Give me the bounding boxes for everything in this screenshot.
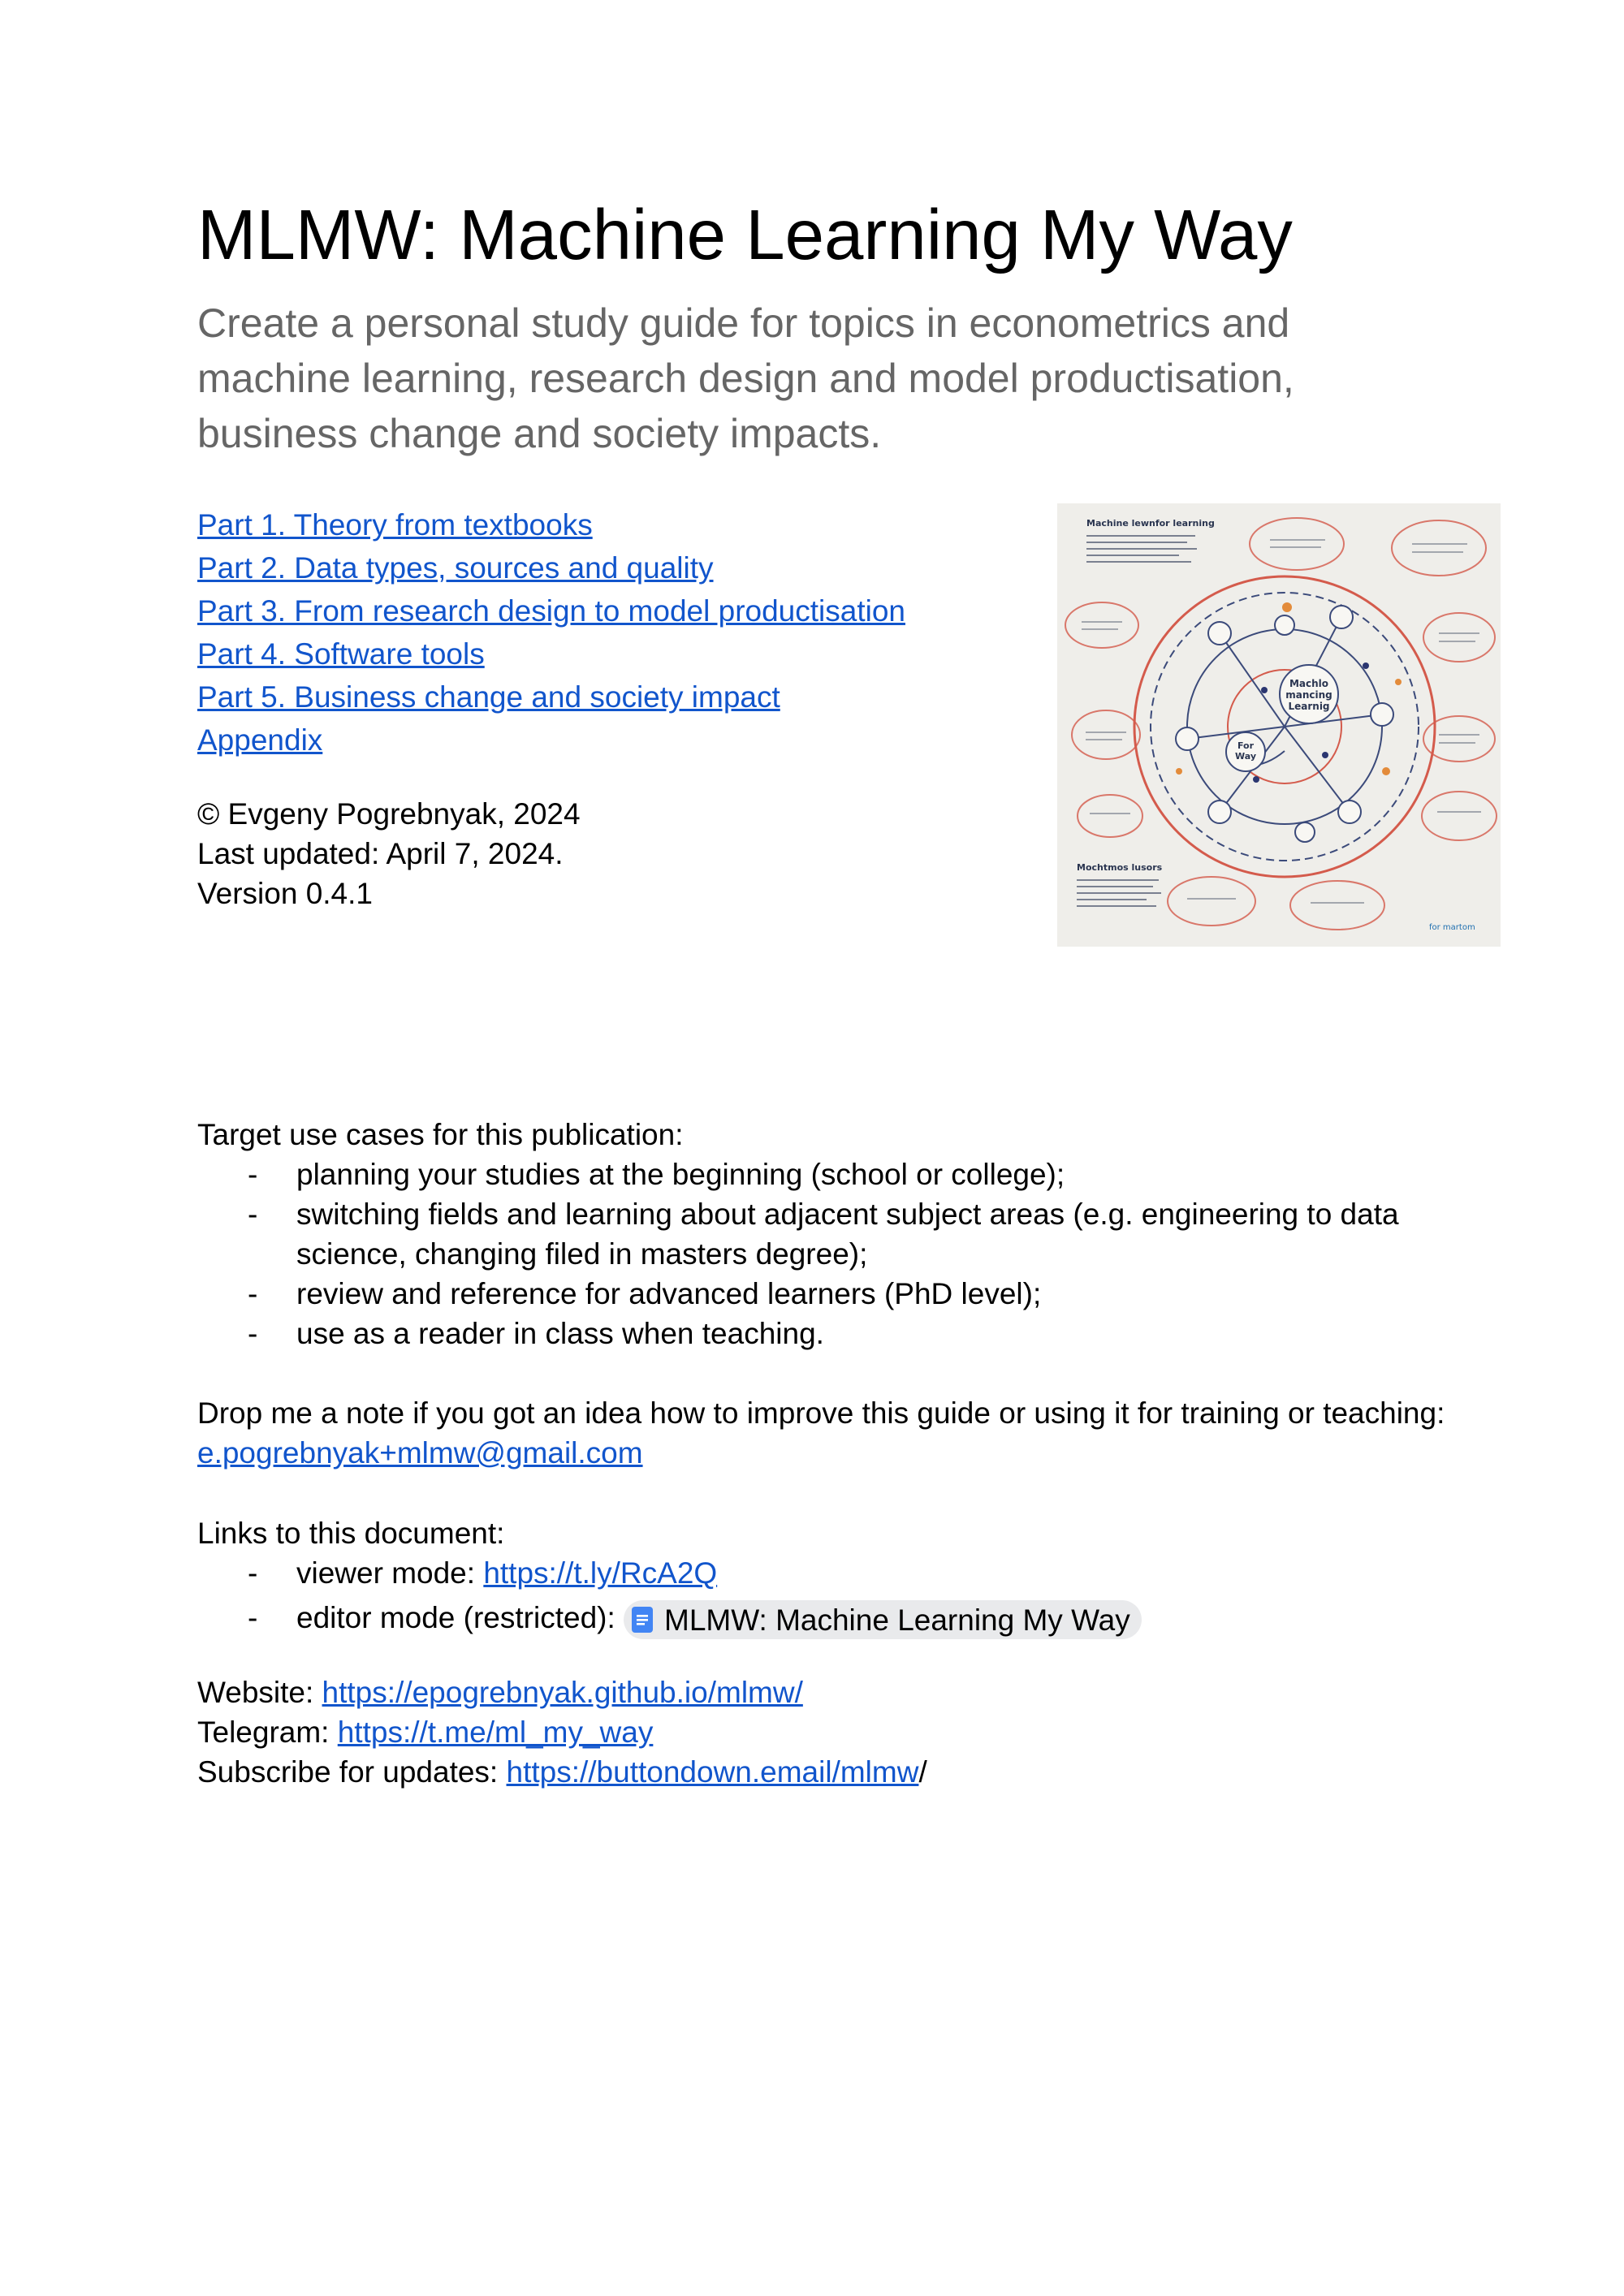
feedback-text: Drop me a note if you got an idea how to improve this guide or using it for training or teaching: — [197, 1396, 1445, 1430]
use-cases-section — [197, 1115, 1464, 1353]
use-case-text: planning your studies at the beginning (school or college); — [296, 1158, 1065, 1191]
use-cases-intro: Target use cases for this publication: — [197, 1118, 684, 1151]
page-title: MLMW: Machine Learning My Way — [197, 196, 1293, 274]
last-updated-text: Last updated: April 7, 2024. — [197, 837, 564, 870]
list-item — [197, 1154, 1464, 1194]
toc-link-part-1[interactable]: Part 1. Theory from textbooks — [197, 508, 593, 542]
list-item — [197, 1553, 1464, 1593]
list-item — [197, 1314, 1464, 1353]
document-links-list — [197, 1553, 1464, 1639]
google-docs-icon — [632, 1607, 653, 1633]
figure-center-line-1: Machlo — [1289, 678, 1329, 689]
viewer-label: viewer mode: — [296, 1556, 484, 1590]
figure-corner-text: for martom — [1429, 923, 1475, 932]
use-case-text: switching fields and learning about adjacent subject areas (e.g. engineering to data science, changing filed in masters degree); — [296, 1198, 1399, 1271]
toc-link-appendix[interactable]: Appendix — [197, 723, 323, 757]
dash-bullet: - — [248, 1158, 258, 1191]
subscribe-label: Subscribe for updates: — [197, 1755, 507, 1789]
use-case-text: review and reference for advanced learners (PhD level); — [296, 1277, 1042, 1310]
figure-inner-line-2: Way — [1235, 751, 1256, 762]
viewer-mode-link[interactable]: https://t.ly/RcA2Q — [483, 1556, 718, 1590]
dash-bullet: - — [248, 1277, 258, 1310]
feedback-note — [197, 1393, 1464, 1473]
use-cases-list — [197, 1154, 1464, 1353]
figure-heading-top: Machine lewnfor learning — [1086, 518, 1215, 529]
cover-illustration — [1057, 503, 1501, 947]
toc-link-part-3[interactable]: Part 3. From research design to model productisation — [197, 594, 905, 628]
web-links-section — [197, 1672, 1464, 1792]
subscribe-line — [197, 1752, 1464, 1792]
cover-illustration-svg — [1057, 503, 1501, 947]
telegram-line — [197, 1712, 1464, 1752]
toc-link-part-5[interactable]: Part 5. Business change and society impact — [197, 680, 780, 714]
page-subtitle: Create a personal study guide for topics in econometrics and machine learning, research design and model productisation, business change and society impacts. — [197, 300, 1294, 456]
use-case-text: use as a reader in class when teaching. — [296, 1317, 824, 1350]
smart-chip-label: MLMW: Machine Learning My Way — [664, 1603, 1130, 1637]
website-link[interactable]: https://epogrebnyak.github.io/mlmw/ — [322, 1676, 803, 1709]
telegram-link[interactable]: https://t.me/ml_my_way — [337, 1716, 654, 1749]
dash-bullet: - — [248, 1317, 258, 1350]
dash-bullet: - — [248, 1556, 258, 1590]
subscribe-suffix: / — [918, 1755, 927, 1789]
dash-bullet: - — [248, 1198, 258, 1231]
document-smart-chip[interactable] — [624, 1600, 1142, 1639]
links-intro: Links to this document: — [197, 1517, 505, 1550]
list-item — [197, 1194, 1464, 1274]
telegram-label: Telegram: — [197, 1716, 338, 1749]
email-link[interactable]: e.pogrebnyak+mlmw@gmail.com — [197, 1436, 643, 1470]
toc-link-part-2[interactable]: Part 2. Data types, sources and quality — [197, 551, 714, 585]
figure-inner-line-1: For — [1237, 740, 1255, 751]
website-line — [197, 1672, 1464, 1712]
toc-link-part-4[interactable]: Part 4. Software tools — [197, 637, 485, 671]
figure-heading-bottom: Mochtmos lusors — [1077, 862, 1163, 873]
list-item — [197, 1274, 1464, 1314]
document-links-section — [197, 1513, 1464, 1639]
website-label: Website: — [197, 1676, 322, 1709]
version-text: Version 0.4.1 — [197, 877, 373, 910]
subscribe-link[interactable]: https://buttondown.email/mlmw — [506, 1755, 919, 1789]
list-item — [197, 1598, 1464, 1639]
document-meta — [197, 794, 581, 913]
figure-center-line-3: Learnig — [1288, 701, 1330, 712]
editor-label: editor mode (restricted): — [296, 1601, 624, 1634]
dash-bullet: - — [248, 1601, 258, 1634]
table-of-contents — [197, 503, 905, 762]
figure-center-line-2: mancing — [1285, 689, 1332, 701]
copyright-text: © Evgeny Pogrebnyak, 2024 — [197, 797, 581, 831]
